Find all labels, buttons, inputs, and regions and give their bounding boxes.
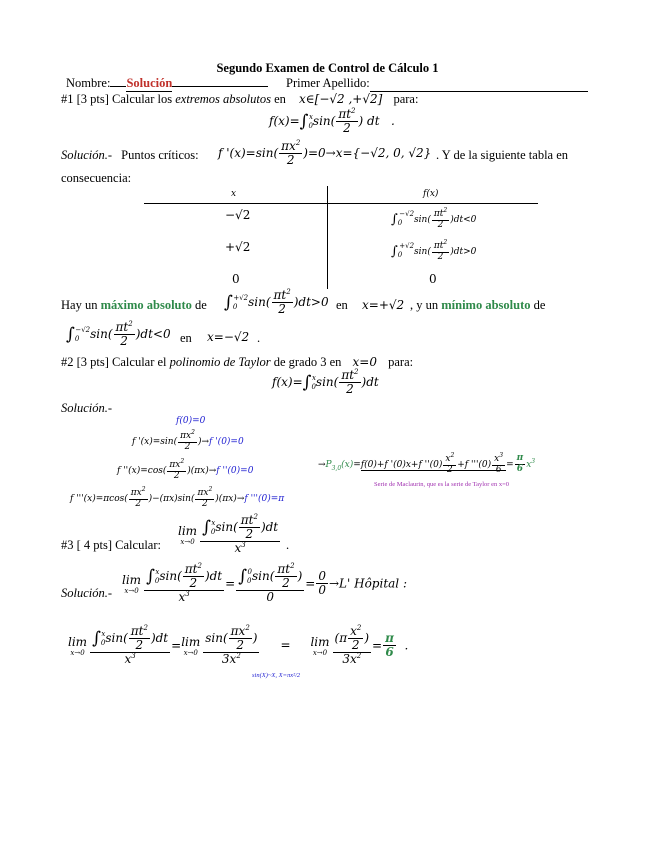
- f3-line: f '''(x)=πcos( $\frac{\pi x^2}{2}$ )−(πx)sin( $\frac{\pi x^2}{2}$ )(πx)→f '''(0)=π: [70, 486, 285, 509]
- problem1-label: #1: [61, 92, 74, 106]
- problem3-limit: lim x→0 $\int_0^x\sin$( $\frac{\pi t^2}{2}$ )dt $x^3$: [178, 513, 279, 556]
- problem1-para: para:: [393, 92, 419, 106]
- problem1-in: en: [274, 92, 286, 106]
- problem1-topic: extremos absolutos: [175, 92, 271, 106]
- min-label: mínimo absoluto: [441, 298, 531, 312]
- problem3-statement: [61, 538, 161, 553]
- nombre-value: Solución: [126, 76, 173, 90]
- max-label: máximo absoluto: [100, 298, 192, 312]
- problem3-step1: lim x→0 $\int_0^x\sin$( $\frac{\pi t^2}{2}$ )dt $x^3$ = $\int_0^0\sin$( $\frac{\pi t^2}{2}$ ) 0 = $\frac{0}{0}$ →L' Hôpital :: [122, 562, 407, 605]
- problem3-dot: .: [286, 538, 290, 552]
- critical-points-text: Puntos críticos:: [121, 148, 199, 162]
- table-column-rule: [327, 186, 328, 289]
- problem2-point: x=0: [352, 355, 377, 369]
- problem1-derivative: f '(x)=sin( $\frac{\pi x^2}{2}$ )=0→x={−√2, 0, √2}: [218, 139, 432, 168]
- page-title: Segundo Examen de Control de Cálculo 1: [216, 61, 439, 75]
- problem1-points: [3 pts] Calcular los: [76, 92, 173, 106]
- problem1-statement: [61, 92, 418, 107]
- conclusion-y-un: , y un: [410, 298, 439, 312]
- conclusion-de: de: [195, 298, 207, 312]
- problem3-label: #3: [61, 538, 74, 552]
- min-x: x=−√2: [207, 330, 250, 344]
- problem2-label: #2: [61, 355, 74, 369]
- problem1-function: $f(x)=\int_0^x\sin$( $\frac{\pi t^2}{2}$ ) dt .: [269, 107, 395, 136]
- problem1-solution-line: [61, 148, 199, 163]
- name-line: [66, 76, 268, 92]
- table-header-fx: f(x): [423, 189, 439, 199]
- table-row2-fx: $\int_0^{+√2}\sin$( $\frac{\pi t^2}{2}$ )dt>0: [391, 239, 477, 262]
- problem3-text: [ 4 pts] Calcular:: [76, 538, 161, 552]
- problem2-para: para:: [388, 355, 414, 369]
- problem1-solution-label: Solución.-: [61, 148, 113, 162]
- f0-value: f(0)=0: [176, 416, 206, 426]
- conclusion-en: en: [336, 298, 348, 312]
- problem1-conclusion: [61, 298, 207, 313]
- conclusion-de2: de: [533, 298, 546, 312]
- problem2-statement: [61, 355, 413, 370]
- problem3-solution-label: Solución.-: [61, 586, 113, 600]
- problem2-text2: de grado 3 en: [273, 355, 342, 369]
- table-intro-text: . Y de la siguiente tabla en: [436, 148, 569, 162]
- problem2-text: [3 pts] Calcular el: [76, 355, 167, 369]
- apellido-line: [286, 76, 588, 92]
- apellido-label: Primer Apellido:: [286, 76, 370, 90]
- table-row3-x: 0: [232, 272, 240, 286]
- nombre-label: Nombre:: [66, 76, 111, 90]
- problem3-step2: lim x→0 $\int_0^x\sin$( $\frac{\pi t^2}{2}$ )dt $x^3$ = lim x→0 sin( $\frac{\pi x^2}{2}$ ) $3x^2$ = lim x→0 (π $\frac{x^2}{2}$ ) $3x^2$ = $\frac{\pi}{6}$ .: [68, 624, 409, 667]
- conclusion-hay-un: Hay un: [61, 298, 98, 312]
- equivalence-note: sin(X)~X, X=πx²/2: [252, 672, 301, 679]
- f2-line: f ''(x)=cos( $\frac{\pi x^2}{2}$ )(πx)→f ''(0)=0: [117, 458, 254, 481]
- max-expression: $\int_0^{+√2}\sin$( $\frac{\pi t^2}{2}$ )dt>0: [224, 288, 329, 317]
- max-x: x=+√2: [362, 298, 405, 312]
- problem2-topic: polinomio de Taylor: [169, 355, 271, 369]
- consecuencia-text: consecuencia:: [61, 171, 132, 185]
- conclusion-en2: en: [180, 331, 192, 345]
- f1-line: f '(x)=sin( $\frac{\pi x^2}{2}$ )→f '(0)=0: [132, 429, 244, 452]
- table-row3-fx: 0: [429, 272, 437, 286]
- conclusion-dot: .: [257, 331, 261, 345]
- table-row1-x: −√2: [225, 208, 251, 222]
- problem1-domain: x∈[−√2 ,+√2]: [299, 92, 383, 106]
- min-expression: $\int_0^{-√2}\sin$( $\frac{\pi t^2}{2}$ )dt<0: [66, 320, 171, 349]
- table-row1-fx: $\int_0^{-√2}\sin$( $\frac{\pi t^2}{2}$ )dt<0: [391, 207, 477, 230]
- maclaurin-note: Serie de Maclaurin, que es la serie de Taylor en x=0: [374, 481, 510, 488]
- table-row2-x: +√2: [225, 240, 251, 254]
- taylor-polynomial: $\to P_{3,0}(x)=f(0)+f$ '(0)x+f ''(0) $\frac{x^2}{2}$ +f '''(0) $\frac{x^3}{6}$ = $\frac{\pi}{6}$ $x^3$: [318, 452, 536, 475]
- problem2-solution-label: Solución.-: [61, 401, 113, 415]
- table-header-x: x: [231, 189, 237, 199]
- conclusion-max-min: [410, 298, 545, 313]
- table-header-rule: [144, 203, 538, 204]
- problem2-function: $f(x)=\int_0^x\sin$( $\frac{\pi t^2}{2}$ )dt: [272, 368, 379, 397]
